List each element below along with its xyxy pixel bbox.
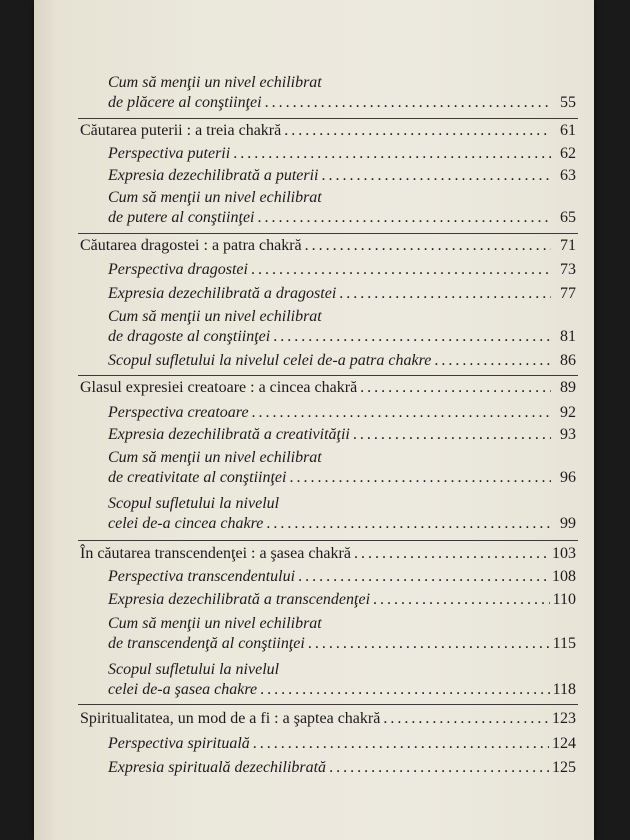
toc-entry-title: de transcendenţă al conştiinţei — [108, 635, 305, 652]
toc-page-number: 118 — [552, 681, 576, 698]
toc-page-number: 61 — [560, 122, 576, 139]
toc-entry — [108, 166, 576, 186]
toc-entry-title: celei de-a cincea chakre — [108, 515, 264, 532]
toc-entry-title: Expresia dezechilibrată a creativităţii — [108, 426, 350, 443]
toc-page-number: 62 — [560, 145, 576, 162]
toc-entry-line1: Cum să menţii un nivel echilibrat — [108, 189, 322, 206]
toc-entry-title: de putere al conştiinţei — [108, 209, 255, 226]
toc-entry-line1: Cum să menţii un nivel echilibrat — [108, 615, 322, 632]
toc-entry-title: Expresia dezechilibrată a dragostei — [108, 285, 337, 302]
toc-entry — [108, 73, 576, 113]
toc-page-number: 103 — [552, 545, 576, 562]
leader-dots — [329, 758, 549, 778]
toc-entry — [108, 758, 576, 778]
toc-chapter-entry — [80, 544, 576, 564]
toc-chapter-title: Căutarea dragostei : a patra chakră — [80, 237, 302, 254]
toc-entry — [108, 188, 576, 228]
leader-dots — [257, 208, 551, 228]
toc-entry — [108, 284, 576, 304]
leader-dots — [434, 351, 551, 371]
leader-dots — [339, 284, 551, 304]
toc-entry — [108, 494, 576, 534]
toc-page-number: 93 — [560, 426, 576, 443]
toc-entry-title: Expresia dezechilibrată a puterii — [108, 167, 319, 184]
toc-entry — [108, 351, 576, 371]
toc-entry-line1: Scopul sufletului la nivelul — [108, 495, 280, 512]
toc-chapter-title: Spiritualitatea, un mod de a fi : a şaptea chakră — [80, 710, 381, 727]
toc-page-number: 108 — [552, 568, 576, 585]
toc-entry — [108, 403, 576, 423]
leader-dots — [233, 144, 551, 164]
toc-entry — [108, 144, 576, 164]
leader-dots — [253, 734, 549, 754]
toc-entry-line1: Cum să menţii un nivel echilibrat — [108, 308, 322, 325]
leader-dots — [251, 260, 551, 280]
leader-dots — [373, 590, 550, 610]
toc-chapter-entry — [80, 378, 576, 398]
book-page — [34, 0, 594, 840]
toc-page-number: 63 — [560, 167, 576, 184]
leader-dots — [252, 403, 551, 423]
toc-entry-line1: Cum să menţii un nivel echilibrat — [108, 74, 322, 91]
toc-chapter-title: Glasul expresiei creatoare : a cincea chakră — [80, 379, 358, 396]
toc-chapter-entry — [80, 709, 576, 729]
leader-dots — [266, 514, 551, 534]
toc-page-number: 99 — [560, 515, 576, 532]
toc-entry — [108, 614, 576, 654]
toc-entry — [108, 307, 576, 347]
toc-entry-title: celei de-a şasea chakre — [108, 681, 258, 698]
toc-chapter-entry — [80, 121, 576, 141]
toc-entry-title: Perspectiva dragostei — [108, 261, 248, 278]
toc-entry — [108, 448, 576, 488]
leader-dots — [298, 567, 549, 587]
toc-page-number: 96 — [560, 469, 576, 486]
toc-entry — [108, 590, 576, 610]
table-of-contents — [80, 0, 576, 840]
leader-dots — [308, 634, 550, 654]
toc-page-number: 73 — [560, 261, 576, 278]
toc-page-number: 65 — [560, 209, 576, 226]
leader-dots — [265, 93, 551, 113]
section-divider — [78, 375, 578, 376]
toc-chapter-title: În căutarea transcendenţei : a şasea chakră — [80, 545, 351, 562]
toc-page-number: 89 — [560, 379, 576, 396]
toc-page-number: 71 — [560, 237, 576, 254]
section-divider — [78, 233, 578, 234]
toc-entry — [108, 734, 576, 754]
toc-entry-title: de plăcere al conştiinţei — [108, 94, 262, 111]
leader-dots — [354, 544, 549, 564]
toc-entry-title: Expresia spirituală dezechilibrată — [108, 759, 327, 776]
toc-page-number: 81 — [560, 328, 576, 345]
leader-dots — [260, 680, 549, 700]
leader-dots — [273, 327, 551, 347]
toc-entry-title: Perspectiva transcendentului — [108, 568, 296, 585]
leader-dots — [289, 468, 551, 488]
toc-page-number: 77 — [560, 285, 576, 302]
toc-entry-line1: Scopul sufletului la nivelul — [108, 661, 280, 678]
toc-entry — [108, 567, 576, 587]
leader-dots — [284, 121, 551, 141]
toc-entry — [108, 425, 576, 445]
leader-dots — [353, 425, 551, 445]
section-divider — [78, 540, 578, 541]
toc-entry-title: Scopul sufletului la nivelul celei de-a patra chakre — [108, 352, 432, 369]
toc-entry-title: Perspectiva creatoare — [108, 404, 249, 421]
toc-entry-line1: Cum să menţii un nivel echilibrat — [108, 449, 322, 466]
toc-entry — [108, 260, 576, 280]
leader-dots — [305, 236, 551, 256]
toc-page-number: 115 — [552, 635, 576, 652]
toc-page-number: 125 — [552, 759, 576, 776]
toc-entry-title: Perspectiva spirituală — [108, 735, 250, 752]
toc-page-number: 123 — [552, 710, 576, 727]
leader-dots — [321, 166, 551, 186]
toc-page-number: 92 — [560, 404, 576, 421]
leader-dots — [360, 378, 551, 398]
toc-page-number: 124 — [552, 735, 576, 752]
toc-entry-title: Expresia dezechilibrată a transcendenţei — [108, 591, 371, 608]
toc-entry-title: de creativitate al conştiinţei — [108, 469, 287, 486]
leader-dots — [383, 709, 549, 729]
toc-page-number: 86 — [560, 352, 576, 369]
toc-chapter-title: Căutarea puterii : a treia chakră — [80, 122, 282, 139]
toc-entry-title: Perspectiva puterii — [108, 145, 231, 162]
toc-chapter-entry — [80, 236, 576, 256]
toc-page-number: 55 — [560, 94, 576, 111]
toc-entry — [108, 660, 576, 700]
toc-page-number: 110 — [552, 591, 576, 608]
section-divider — [78, 704, 578, 705]
toc-entry-title: de dragoste al conştiinţei — [108, 328, 271, 345]
section-divider — [78, 118, 578, 119]
